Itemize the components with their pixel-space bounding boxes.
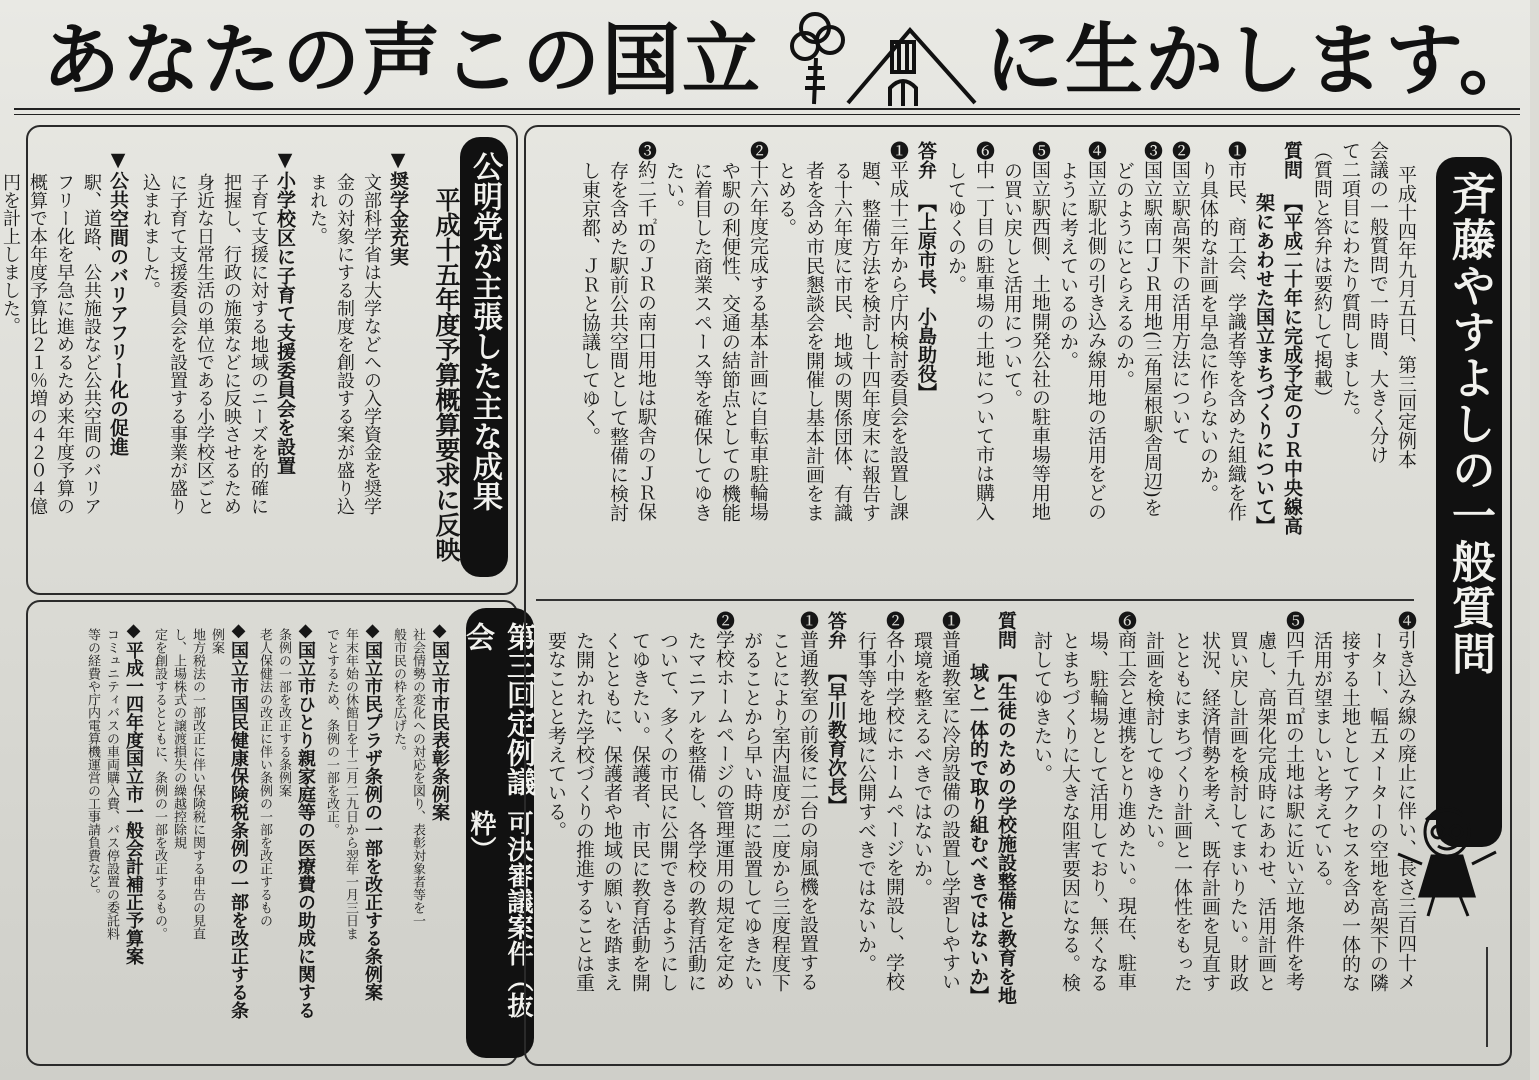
gikai-item-body: 年末年始の休館日を十二月二九日から翌年一月三日ま: [343, 628, 358, 940]
komei-item-heading: ▼公共空間のバリアフリー化の促進: [107, 149, 129, 456]
komei-item-heading: ▼小学校区に子育て支援委員会を設置: [274, 149, 296, 475]
question-item: してゆくのか。: [945, 161, 967, 294]
komei-item-body: 文部科学省は大学などへの入学資金を奨学: [361, 173, 382, 515]
answer-item: に着目した商業スペース等を確保してゆき: [691, 161, 713, 522]
answer-item: や駅の利便性、交通の結節点としての機能: [719, 161, 741, 522]
gikai-item-body: 老人保健法の改正に伴い条例の一部を改正するもの: [257, 628, 272, 927]
question-item: ❷各小中学校にホームページを開設し、学校: [883, 611, 905, 991]
komei-item-body: 子育て支援に対する地域のニーズを的確に: [248, 173, 269, 515]
komei-subtitle: 平成十五年度予算概算要求に反映: [432, 187, 461, 562]
answer-item: 状況、経済情勢を考え、既存計画を見直す: [1199, 631, 1221, 992]
gikai-box: [26, 600, 537, 1066]
answer-item: ❺四千九百㎡の土地は駅に近い立地条件を考: [1283, 611, 1305, 991]
komei-item-body: 金の対象にする制度を創設する案が盛り込: [334, 173, 355, 515]
answer-item: 慮し、高架化完成時にあわせ、活用計画と: [1255, 631, 1277, 992]
question-heading: 【生徒のための学校施設整備と教育を地: [995, 663, 1017, 1005]
komei-item-heading: ▼奨学金充実: [387, 149, 409, 266]
gikai-item-heading: ◆国立市市民表彰条例案: [429, 620, 450, 821]
gikai-title: 第三回定例議会: [462, 622, 537, 796]
question-heading: 域と一体的で取り組むべきではないか】: [967, 663, 989, 1005]
saito-upper: [534, 135, 1424, 595]
komei-item-body: 概算で本年度予算比２１％増の４２０４億: [27, 173, 48, 515]
answer-item: る十六年度に市民、地域の関係団体、有識: [831, 161, 853, 522]
answer-item: 討してゆきたい。: [1031, 631, 1053, 783]
intro-line: 会議の一般質問で一時間、大きく分け: [1367, 141, 1389, 464]
question-item: り具体的な計画を早急に作らないのか。: [1197, 161, 1219, 503]
komei-item-body: に子育て支援委員会を設置する事業が盛り: [167, 173, 188, 515]
headline-right: に生かします。: [985, 16, 1539, 106]
question-item: 環境を整えるべきではないか。: [911, 631, 933, 897]
intro-line: て二項目にわたり質問しました。: [1339, 141, 1361, 426]
question-item: ❹国立駅北側の引き込み線用地の活用をどの: [1085, 141, 1107, 521]
headline-rule-thin: [14, 114, 1520, 115]
answer-item: ーター、幅五メーターの空地を高架下の隣: [1367, 631, 1389, 992]
intro-line: （質問と答弁は要約して掲載）: [1311, 141, 1333, 407]
answer-label: 答弁: [825, 611, 847, 649]
answer-item: 要なことと考えている。: [545, 631, 567, 840]
side-rule: [1486, 947, 1488, 1047]
gikai-item-heading: ◆国立市民プラザ条例の一部を改正する条例案: [362, 620, 383, 1001]
answer-item: ❶平成十三年から庁内検討委員会を設置し課: [887, 141, 909, 521]
answer-item: 買い戻し計画を検討してまいりたい。財政: [1227, 631, 1249, 992]
answer-item: 接する土地としてアクセスを含め一体的な: [1339, 631, 1361, 992]
answer-item: ❷十六年度完成する基本計画に自転車駐輪場: [747, 141, 769, 521]
answer-item: ❶普通教室の前後に二台の扇風機を設置する: [797, 611, 819, 991]
question-heading: 架にあわせた国立まちづくりについて】: [1253, 193, 1275, 535]
question-label: 質問: [995, 611, 1017, 649]
answer-item: ❷学校ホームページの管理運用の規定を定め: [713, 611, 735, 991]
question-item: どのようにとらえるのか。: [1113, 161, 1135, 389]
gikai-item-heading: ◆国立市国民健康保険税条例の一部を改正する条: [228, 620, 249, 1019]
gikai-item-body: 等の経費や庁内電算機運営の工事請負費など。: [85, 628, 100, 901]
question-label: 質問: [1281, 141, 1303, 179]
komei-item-body: 円を計上しました。: [0, 173, 21, 335]
gikai-item-body: 条例の一部を改正する条例案: [276, 628, 291, 797]
gikai-item-body: 例案: [209, 628, 224, 654]
answer-item: くとともに、保護者や地域の願いを踏まえ: [601, 631, 623, 992]
answer-item: たマニアルを整備し、各学校の教育活動に: [685, 631, 707, 992]
saito-lower: [534, 605, 1424, 1055]
komei-item-body: 身近な日常生活の単位である小学校区ごと: [194, 173, 215, 515]
answer-label: 答弁: [915, 141, 937, 179]
question-item: ❸国立駅南口ＪＲ用地(三角屋根駅舎周辺)を: [1141, 141, 1163, 517]
komei-title-bar: [460, 137, 508, 577]
answer-item: た開かれた学校づくりの推進することは重: [573, 631, 595, 992]
answer-item: 者を含め市民懇談会を開催し基本計画をま: [803, 161, 825, 522]
answer-item: たい。: [663, 161, 685, 218]
question-item: ❻中一丁目の駐車場の土地について市は購入: [973, 141, 995, 521]
komei-item-body: 駅、道路、公共施設など公共空間のバリア: [81, 173, 102, 515]
section-divider: [536, 599, 1414, 601]
gikai-item-body: し、上場株式の譲渡損失の繰越控除規: [171, 628, 186, 849]
question-item: ❷国立駅高架下の活用方法について: [1169, 141, 1191, 445]
headline-rule: [14, 108, 1520, 110]
answer-item: 活用が望ましいと考えている。: [1311, 631, 1333, 897]
komei-item-body: 込まれました。: [140, 173, 161, 299]
question-item: ように考えているのか。: [1057, 161, 1079, 370]
komei-item-body: 把握し、行政の施策などに反映させるため: [221, 173, 242, 515]
gikai-item-heading: ◆国立市ひとり親家庭等の医療費の助成に関する: [295, 620, 316, 1019]
question-item: ❶市民、商工会、学識者等を含めた組織を作: [1225, 141, 1247, 521]
question-item: 行事等を地域に公開すべきではないか。: [855, 631, 877, 973]
gikai-item-body: コミュニティバスの車両購入費、バス停設置の委託料: [104, 628, 119, 940]
answer-item: てゆきたい。保護者、市民に教育活動を開: [629, 631, 651, 992]
answer-item: がることから早い時期に設置してゆきたい: [741, 631, 763, 992]
gikai-item-body: 定を創設するとともに、条例の一部を改正するもの。: [152, 628, 167, 940]
saito-box: [524, 125, 1512, 1066]
answer-item: 存を含めた駅前公共空間として整備に検討: [607, 161, 629, 522]
question-item: ❶普通教室に冷房設備の設置し学習しやすい: [939, 611, 961, 991]
answer-item: ❸約二千㎡のＪＲの南口用地は駅舎のＪＲ保: [635, 141, 657, 521]
answer-item: し東京都、ＪＲと協議してゆく。: [579, 161, 601, 446]
answer-item: 計画を検討してゆきたい。: [1143, 631, 1165, 859]
answer-item: ことにより室内温度が二度から三度程度下: [769, 631, 791, 992]
answer-item: 場、駐輪場として活用しており、無くなる: [1087, 631, 1109, 992]
gikai-subtitle: 可決審議案件（抜粋）: [466, 810, 533, 1019]
saito-title: 斉藤やすよしの一般質問: [1444, 171, 1495, 677]
question-item: ❺国立駅西側、土地開発公社の駐車場等用地: [1029, 141, 1051, 521]
question-item: の買い戻しと活用について。: [1001, 161, 1023, 408]
answer-item: とまちづくりに大きな阻害要因になる。検: [1059, 631, 1081, 992]
answer-item: ❹引き込み線の廃止に伴い、長さ三百四十メ: [1395, 611, 1417, 991]
question-heading: 【平成二十年に完成予定のＪＲ中央線高: [1281, 193, 1303, 535]
komei-item-body: まれた。: [307, 173, 328, 245]
answer-item: 題、整備方法を検討し十四年度末に報告す: [859, 161, 881, 522]
gikai-items: [36, 614, 456, 1054]
answer-item: ついて、多くの市民に公開できるようにし: [657, 631, 679, 992]
answer-item: とともにまちづくり計画と一体性をもった: [1171, 631, 1193, 992]
komei-box: [0, 125, 518, 595]
saito-title-bar: [1436, 157, 1502, 847]
headline-left: あなたの声この国立: [42, 16, 763, 106]
gikai-item-body: 社会情勢の変化への対応を図り、表彰対象者等を一: [410, 628, 425, 927]
mascot-icon: [1392, 800, 1502, 920]
komei-item-body: フリー化を早急に進めるため来年度予算の: [54, 173, 75, 515]
komei-items: [0, 139, 416, 579]
komei-title: 公明党が主張した主な成果: [467, 151, 502, 511]
answer-heading: 【上原市長、小島助役】: [915, 193, 937, 402]
intro-line: 平成十四年九月五日、第三回定例本: [1395, 165, 1417, 469]
gikai-item-body: 地方税法の一部改正に伴い保険税に関する申告の見直: [190, 628, 205, 940]
gikai-item-heading: ◆平成一四年度国立市一般会計補正予算案: [123, 620, 144, 965]
answer-item: ❻商工会と連携をとり進めたい。現在、駐車: [1115, 611, 1137, 991]
gikai-item-body: でとするため、条例の一部を改正。: [324, 628, 339, 836]
house-tree-icon: [760, 8, 980, 108]
gikai-item-body: 般市民の枠を広げた。: [391, 628, 406, 758]
answer-item: とめる。: [775, 161, 797, 237]
answer-heading: 【早川教育次長】: [825, 663, 847, 815]
